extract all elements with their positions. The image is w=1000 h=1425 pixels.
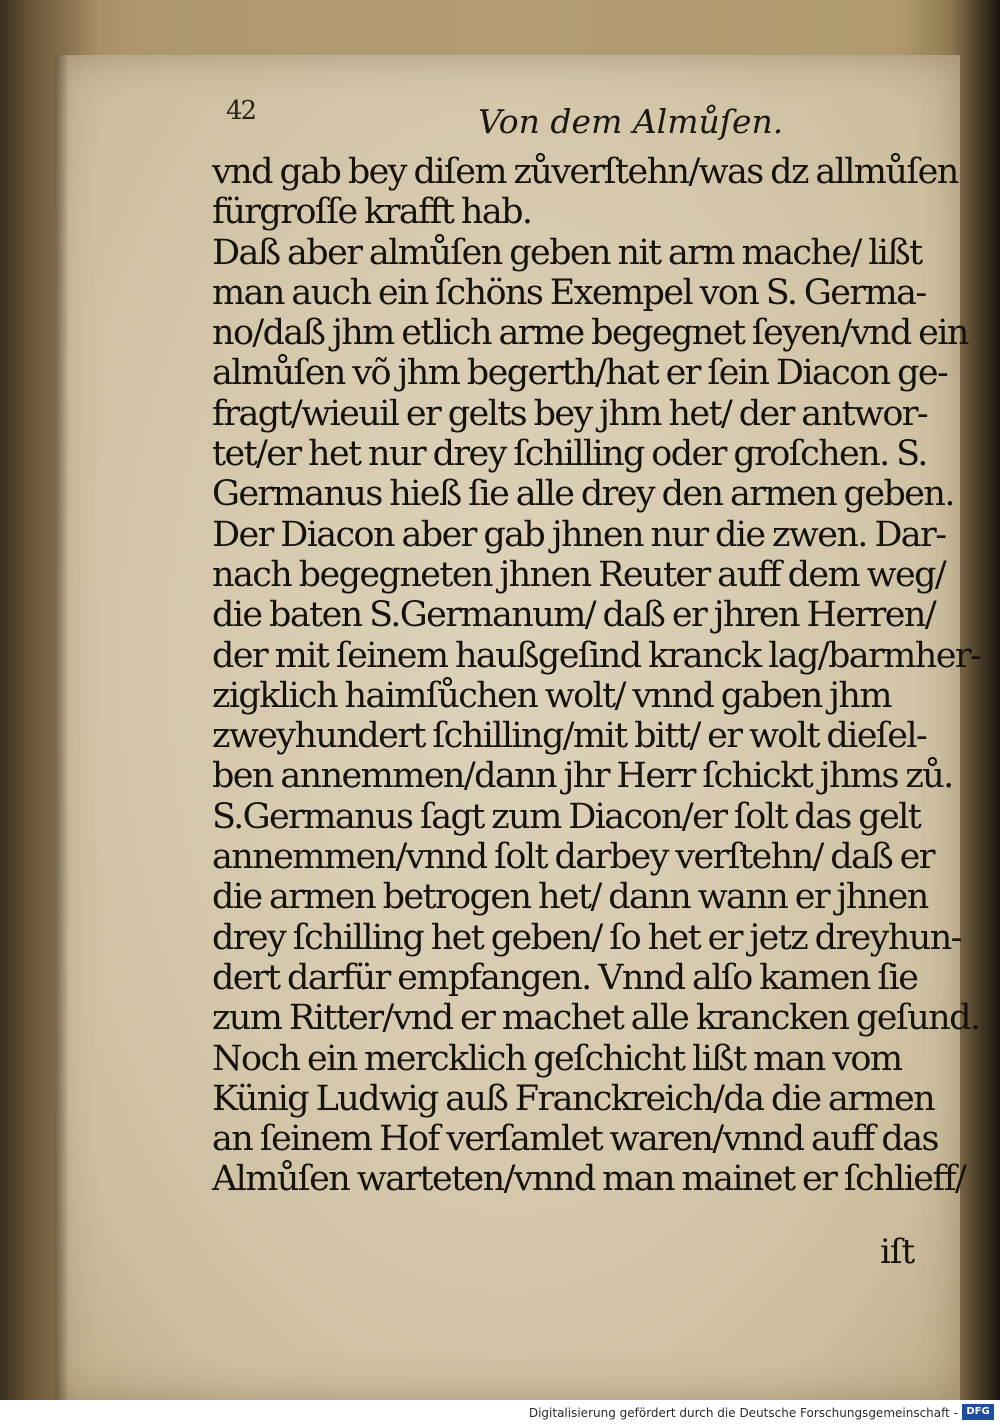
text-line: Daß aber almůſen geben nit arm mache/ lißt [212, 232, 922, 273]
text-line: zum Ritter/vnd er machet alle krancken geſund. [212, 998, 980, 1039]
catchword: iſt [880, 1232, 915, 1272]
running-head: Von dem Almůſen. [478, 102, 784, 141]
text-line: zweyhundert ſchilling/mit bitt/ er wolt dieſel- [212, 716, 927, 757]
text-line: an ſeinem Hof verſamlet waren/vnnd auff das [212, 1119, 938, 1160]
text-line: Germanus hieß ſie alle drey den armen geben. [212, 474, 954, 515]
text-line: die armen betrogen het/ dann wann er jhnen [212, 877, 928, 918]
text-line: almůſen võ jhm begerth/hat er ſein Diacon ge- [212, 353, 948, 394]
page-body-text [212, 152, 981, 1200]
page-gutter-shadow [55, 55, 69, 1400]
text-line: Almůſen warteten/vnnd man mainet er ſchlieff/ [212, 1159, 966, 1200]
text-line: Der Diacon aber gab jhnen nur die zwen. Dar- [212, 514, 946, 555]
text-line: tet/er het nur drey ſchilling oder groſchen. S. [212, 434, 927, 475]
text-line: der mit ſeinem haußgeſind kranck lag/barmher- [212, 635, 981, 676]
text-line: nach begegneten jhnen Reuter auff dem weg/ [212, 554, 946, 595]
dfg-logo: DFG [962, 1404, 994, 1420]
text-line: fragt/wieuil er gelts bey jhm het/ der antwor- [212, 393, 928, 434]
text-line: die baten S.Germanum/ daß er jhren Herren/ [212, 595, 936, 636]
text-line: annemmen/vnnd ſolt darbey verſtehn/ daß er [212, 837, 934, 878]
text-line: S.Germanus ſagt zum Diacon/er ſolt das gelt [212, 796, 921, 837]
text-line: drey ſchilling het geben/ ſo het er jetz dreyhun- [212, 917, 961, 958]
text-line: Künig Ludwig auß Franckreich/da die armen [212, 1078, 935, 1119]
funding-note: Digitalisierung gefördert durch die Deutsche Forschungsgemeinschaft - [528, 1406, 958, 1420]
text-line: ben annemmen/dann jhr Herr ſchickt jhms zů. [212, 756, 953, 797]
text-line: Noch ein mercklich geſchicht lißt man vom [212, 1038, 902, 1079]
text-line: zigklich haimſůchen wolt/ vnnd gaben jhm [212, 675, 891, 716]
text-line: vnd gab bey diſem zůverſtehn/was dz allmůſen [212, 152, 958, 192]
page-number: 42 [226, 96, 256, 126]
text-line: fürgroſſe krafft hab. [212, 192, 532, 233]
text-line: no/daß jhm etlich arme begegnet ſeyen/vnd ein [212, 313, 968, 354]
text-line: dert darfür empfangen. Vnnd alſo kamen ſie [212, 957, 918, 998]
text-line: man auch ein ſchöns Exempel von S. Germa- [212, 272, 926, 313]
footer-bar [0, 1400, 1000, 1425]
